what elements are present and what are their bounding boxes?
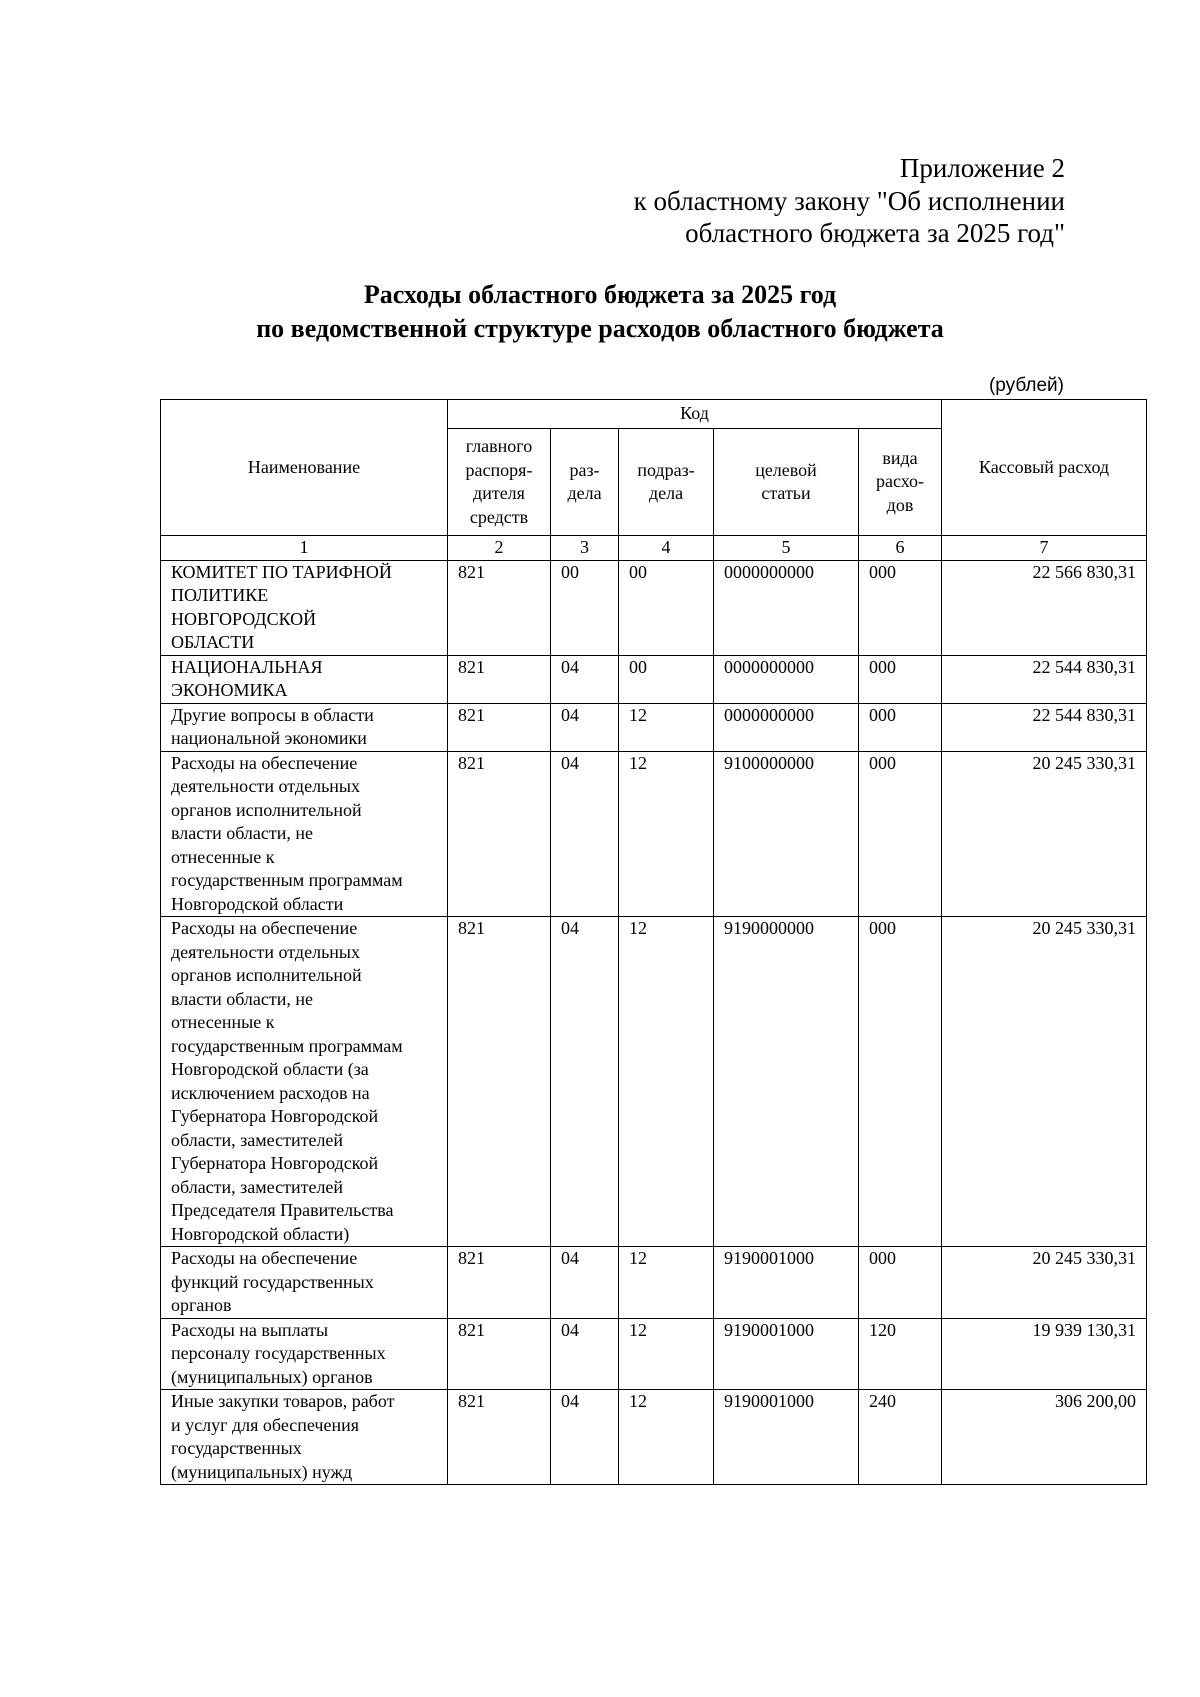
header-text: распоря- [465, 459, 533, 480]
unit-label: (рублей) [988, 375, 1064, 396]
header-text: расхо- [875, 471, 925, 492]
cell-name-line: отнесенные к [171, 846, 275, 867]
table-row [161, 751, 1147, 917]
cell-target-article: 9190001000 [714, 1318, 859, 1390]
table-row [161, 1247, 1147, 1319]
cell-razdel: 00 [551, 560, 619, 655]
cell-name-line: власти области, не [171, 823, 314, 843]
header-text: дела [648, 483, 684, 503]
cell-name [161, 751, 448, 917]
cell-target-article: 0000000000 [714, 560, 859, 655]
cell-podrazdel: 00 [619, 655, 714, 703]
cell-podrazdel: 12 [619, 1247, 714, 1319]
cell-name-line: Расходы на обеспечение [171, 1248, 358, 1268]
cell-name-line: Расходы на обеспечение [171, 752, 358, 773]
cell-podrazdel: 00 [619, 560, 714, 655]
appendix-line: Приложение 2 [899, 153, 1065, 183]
cell-expense-type: 000 [859, 560, 942, 655]
table-body [161, 560, 1147, 1485]
header-podrazdel [619, 429, 714, 536]
cell-target-article: 0000000000 [714, 655, 859, 703]
cell-name [161, 917, 448, 1247]
cell-name-line: власти области, не [171, 988, 314, 1009]
cell-amount: 20 245 330,31 [942, 917, 1147, 1247]
cell-name-line: Расходы на обеспечение [171, 918, 358, 938]
table-row [161, 1318, 1147, 1390]
appendix-line: областного бюджета за 2025 год" [685, 218, 1065, 248]
cell-razdel: 04 [551, 1318, 619, 1390]
title-line: по ведомственной структуре расходов областного бюджета [256, 313, 944, 343]
cell-name-line: области, заместителей [171, 1129, 344, 1150]
header-grbs [448, 429, 551, 536]
document-title [0, 278, 1200, 345]
cell-target-article: 9190000000 [714, 917, 859, 1247]
column-number-row [161, 536, 1147, 561]
header-text: вида [882, 447, 918, 468]
cell-expense-type: 000 [859, 703, 942, 751]
header-text: дела [567, 483, 602, 503]
cell-name [161, 1247, 448, 1319]
cell-amount: 22 566 830,31 [942, 560, 1147, 655]
cell-name-line: Новгородской области (за [171, 1059, 369, 1079]
cell-amount: 20 245 330,31 [942, 1247, 1147, 1319]
cell-name-line: ОБЛАСТИ [171, 632, 255, 652]
header-target-article [714, 429, 859, 536]
cell-target-article: 9190001000 [714, 1390, 859, 1485]
header-expense-type [859, 429, 942, 536]
appendix-reference [465, 152, 1065, 250]
column-number: 3 [551, 536, 619, 561]
cell-podrazdel: 12 [619, 917, 714, 1247]
cell-razdel: 04 [551, 703, 619, 751]
cell-name-line: деятельности отдельных [171, 776, 360, 796]
cell-target-article: 0000000000 [714, 703, 859, 751]
table-row [161, 560, 1147, 655]
cell-name-line: Расходы на выплаты [171, 1319, 329, 1340]
cell-podrazdel: 12 [619, 1318, 714, 1390]
cell-name-line: Председателя Правительства [171, 1200, 394, 1220]
cell-name-line: персоналу государственных [171, 1343, 386, 1363]
cell-name [161, 655, 448, 703]
cell-expense-type: 000 [859, 917, 942, 1247]
cell-grbs: 821 [448, 655, 551, 703]
cell-expense-type: 240 [859, 1390, 942, 1485]
cell-name-line: области, заместителей [171, 1176, 344, 1197]
cell-target-article: 9100000000 [714, 751, 859, 917]
cell-expense-type: 000 [859, 1247, 942, 1319]
cell-name-line: государственным программам [171, 870, 403, 890]
cell-name-line: ЭКОНОМИКА [171, 680, 288, 700]
header-text: дов [886, 494, 914, 515]
cell-razdel: 04 [551, 1390, 619, 1485]
table-row [161, 917, 1147, 1247]
cell-name [161, 560, 448, 655]
cell-razdel: 04 [551, 751, 619, 917]
cell-name-line: национальной экономики [171, 728, 367, 748]
cell-name [161, 1390, 448, 1485]
cell-amount: 306 200,00 [942, 1390, 1147, 1485]
cell-razdel: 04 [551, 655, 619, 703]
cell-name-line: и услуг для обеспечения [171, 1414, 360, 1435]
cell-name-line: Губернатора Новгородской [171, 1153, 379, 1173]
cell-name-line: Губернатора Новгородской [171, 1106, 379, 1126]
cell-podrazdel: 12 [619, 703, 714, 751]
cell-name-line: Новгородской области) [171, 1223, 350, 1244]
table-row [161, 703, 1147, 751]
cell-razdel: 04 [551, 1247, 619, 1319]
column-number: 1 [161, 536, 448, 561]
header-text: целевой [755, 459, 817, 480]
cell-grbs: 821 [448, 1390, 551, 1485]
cell-grbs: 821 [448, 560, 551, 655]
cell-grbs: 821 [448, 1247, 551, 1319]
cell-grbs: 821 [448, 1318, 551, 1390]
cell-target-article: 9190001000 [714, 1247, 859, 1319]
header-text: раз- [569, 459, 600, 480]
cell-podrazdel: 12 [619, 751, 714, 917]
cell-name-line: НОВГОРОДСКОЙ [171, 608, 317, 629]
cell-name [161, 1318, 448, 1390]
header-code: Код [448, 400, 942, 429]
cell-grbs: 821 [448, 751, 551, 917]
cell-name-line: Иные закупки товаров, работ [171, 1391, 395, 1411]
table-row [161, 655, 1147, 703]
cell-name-line: органов исполнительной [171, 799, 362, 820]
header-name: Наименование [161, 400, 448, 536]
header-text: средств [469, 506, 529, 527]
cell-amount: 19 939 130,31 [942, 1318, 1147, 1390]
cell-expense-type: 000 [859, 751, 942, 917]
header-text: статьи [761, 483, 811, 503]
cell-name-line: органов исполнительной [171, 965, 362, 985]
cell-razdel: 04 [551, 917, 619, 1247]
cell-amount: 22 544 830,31 [942, 703, 1147, 751]
cell-expense-type: 120 [859, 1318, 942, 1390]
column-number: 7 [942, 536, 1147, 561]
column-number: 6 [859, 536, 942, 561]
cell-name-line: Новгородской области [171, 893, 344, 914]
header-text: дителя [473, 483, 525, 503]
cell-name-line: государственных [171, 1438, 302, 1458]
cell-amount: 20 245 330,31 [942, 751, 1147, 917]
header-amount: Кассовый расход [942, 400, 1147, 536]
header-razdel [551, 429, 619, 536]
header-text: подраз- [637, 459, 695, 480]
cell-name-line: ПОЛИТИКЕ [171, 585, 269, 605]
cell-name-line: отнесенные к [171, 1012, 275, 1032]
cell-name [161, 703, 448, 751]
column-number: 2 [448, 536, 551, 561]
cell-name-line: функций государственных [171, 1271, 374, 1292]
cell-name-line: исключением расходов на [171, 1082, 370, 1103]
cell-name-line: органов [171, 1295, 232, 1315]
cell-name-line: государственным программам [171, 1035, 403, 1056]
cell-grbs: 821 [448, 703, 551, 751]
header-text: главного [465, 436, 533, 456]
cell-amount: 22 544 830,31 [942, 655, 1147, 703]
cell-name-line: (муниципальных) органов [171, 1366, 373, 1387]
cell-expense-type: 000 [859, 655, 942, 703]
cell-name-line: НАЦИОНАЛЬНАЯ [171, 656, 323, 677]
title-line: Расходы областного бюджета за 2025 год [363, 280, 837, 309]
appendix-line: к областному закону "Об исполнении [633, 185, 1065, 216]
column-number: 5 [714, 536, 859, 561]
expenditure-table [160, 399, 1147, 1485]
cell-podrazdel: 12 [619, 1390, 714, 1485]
column-number: 4 [619, 536, 714, 561]
cell-name-line: (муниципальных) нужд [171, 1461, 353, 1482]
table-row [161, 1390, 1147, 1485]
cell-name-line: Другие вопросы в области [171, 704, 374, 725]
cell-grbs: 821 [448, 917, 551, 1247]
cell-name-line: деятельности отдельных [171, 941, 360, 962]
cell-name-line: КОМИТЕТ ПО ТАРИФНОЙ [171, 561, 392, 582]
